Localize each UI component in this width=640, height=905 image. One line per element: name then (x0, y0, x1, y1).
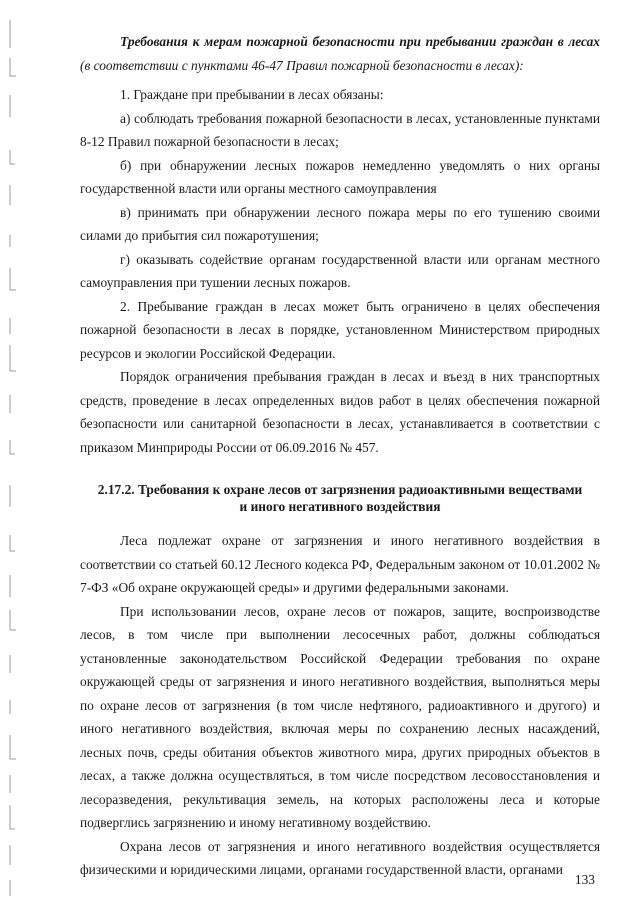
paragraph-stay-restriction: 2. Пребывание граждан в лесах может быть ограничено в целях обеспечения пожарной безопасности в лесах в порядке, установленном Министерством природных ресурсов и экологии Российской Федерации. (80, 298, 600, 361)
section-heading-line2: и иного негативного воздействия (239, 499, 441, 514)
page-number: 133 (574, 872, 595, 887)
paragraph-item-v: в) принимать при обнаружении лесного пожара меры по его тушению своими силами до прибытия сил пожаротушения; (80, 204, 600, 243)
paragraph-item-g: г) оказывать содействие органам государственной власти или органам местного самоуправления при тушении лесных пожаров. (80, 251, 600, 290)
paragraph-forest-use-requirements: При использовании лесов, охране лесов от пожаров, защите, воспроизводстве лесов, в том числе при выполнении лесосечных работ, должны соблюдаться установленные законодательством Российской Федерации требования по охране окружающей среды от загрязнения и иного негативного воздействия, выполняться меры по охране лесов от загрязнения (в том числе нефтяного, радиоактивного и другого) и иного негативного воздействия, включая меры по сохранению лесных насаждений, лесных почв, среды обитания объектов животного мира, других природных объектов в лесах, а также должна осуществляться, в том числе посредством лесовосстановления и лесоразведения, рекультивация земель, на которых расположены леса и которые подверглись загрязнению и иному негативному воздействию. (80, 603, 600, 830)
intro-heading-reference: (в соответствии с пунктами 46-47 Правил пожарной безопасности в лесах): (80, 57, 524, 73)
paragraph-citizens-obliged: 1. Граждане при пребывании в лесах обязаны: (120, 87, 384, 102)
section-heading (80, 481, 600, 515)
paragraph-item-b: б) при обнаружении лесных пожаров немедленно уведомлять о них органы государственной власти или органы местного самоуправления (80, 157, 600, 196)
section-heading-line1: 2.17.2. Требования к охране лесов от загрязнения радиоактивными веществами (97, 482, 583, 497)
paragraph-protection-actors: Охрана лесов от загрязнения и иного негативного воздействия осуществляется физическими и юридическими лицами, органами государственной власти, органами (80, 838, 600, 877)
intro-heading (80, 30, 600, 77)
binding-margin-marks (0, 0, 30, 905)
paragraph-restriction-order: Порядок ограничения пребывания граждан в лесах и въезд в них транспортных средств, проведение в лесах определенных видов работ в целях обеспечения пожарной безопасности или санитарной безопасности в лесах, устанавливается в соответствии с приказом Минприроды России от 06.09.2016 № 457. (80, 369, 600, 455)
document-page (80, 30, 600, 882)
paragraph-forest-protection: Леса подлежат охране от загрязнения и иного негативного воздействия в соответствии со статьей 60.12 Лесного кодекса РФ, Федеральным законом от 10.01.2002 № 7-ФЗ «Об охране окружающей среды» и другими федеральными законами. (80, 533, 600, 595)
intro-heading-title: Требования к мерам пожарной безопасности при пребывании граждан в лесах (120, 34, 600, 49)
paragraph-item-a: а) соблюдать требования пожарной безопасности в лесах, установленные пунктами 8-12 Правил пожарной безопасности в лесах; (80, 110, 600, 149)
